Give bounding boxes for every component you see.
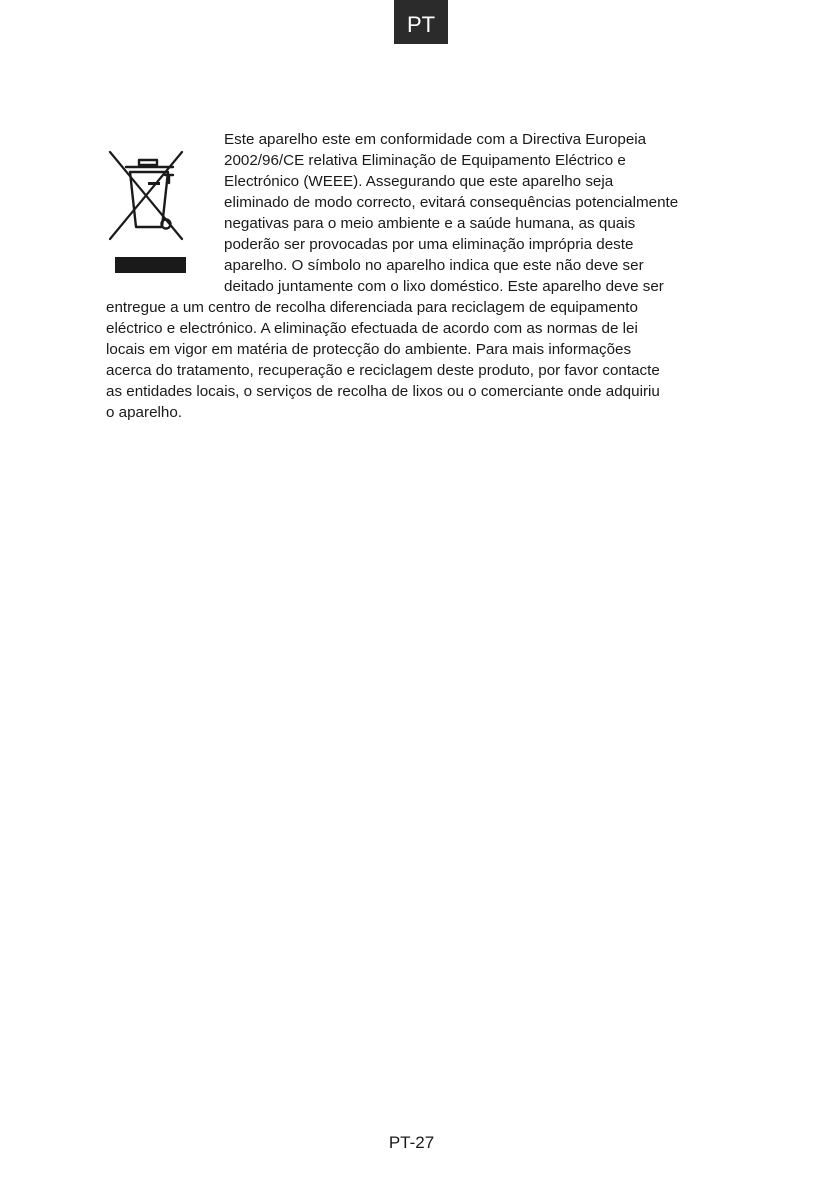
notice-line: poderão ser provocadas por uma eliminação imprópria deste <box>224 236 634 253</box>
notice-line: deitado juntamente com o lixo doméstico. Este aparelho deve ser <box>224 278 664 295</box>
notice-line: eliminado de modo correcto, evitará consequências potencialmente <box>224 194 679 211</box>
notice-line: aparelho. O símbolo no aparelho indica que este não deve ser <box>224 257 644 274</box>
notice-line: as entidades locais, o serviços de recolha de lixos ou o comerciante onde adquiriu <box>106 383 660 400</box>
notice-line: acerca do tratamento, recuperação e reciclagem deste produto, por favor contacte <box>106 362 660 379</box>
notice-line: o aparelho. <box>106 404 182 421</box>
notice-line: negativas para o meio ambiente e a saúde humana, as quais <box>224 215 636 232</box>
notice-line: eléctrico e electrónico. A eliminação efectuada de acordo com as normas de lei <box>106 320 638 337</box>
crossed-out-wheelie-bin-icon <box>107 149 189 275</box>
notice-line: Este aparelho este em conformidade com a Directiva Europeia <box>224 131 647 148</box>
notice-line: entregue a um centro de recolha diferenciada para reciclagem de equipamento <box>106 299 638 316</box>
page-number: PT-27 <box>388 1133 435 1152</box>
notice-line: Electrónico (WEEE). Assegurando que este aparelho seja <box>224 173 614 190</box>
notice-line: locais em vigor em matéria de protecção do ambiente. Para mais informações <box>106 341 632 358</box>
language-tab: PT <box>394 0 448 44</box>
notice-line: 2002/96/CE relativa Eliminação de Equipamento Eléctrico e <box>224 152 626 169</box>
